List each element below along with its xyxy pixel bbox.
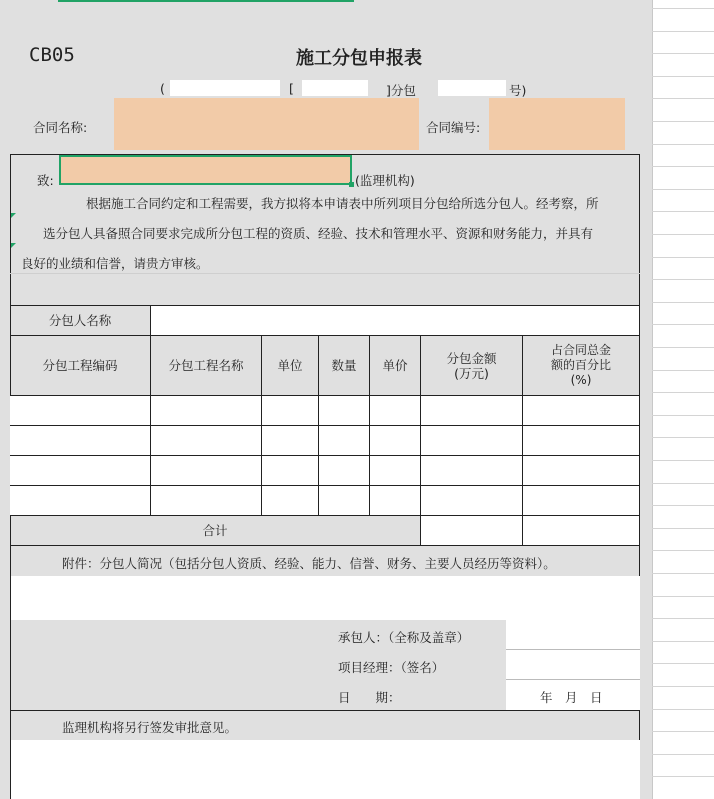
total-label: 合计 [10,516,421,546]
contract-no-field[interactable] [489,98,625,150]
gridline [652,279,714,280]
pm-label: 项目经理：（签名） [338,660,445,675]
ref-serial-field[interactable] [438,80,506,96]
gridline [652,460,714,461]
gridline [652,347,714,348]
table-cell[interactable] [10,486,151,516]
pm-field[interactable] [506,650,640,680]
table-cell[interactable] [10,456,151,486]
supervisor-opinion-area[interactable] [11,740,640,799]
gridline [652,98,714,99]
body-line-3: 良好的业绩和信誉，请贵方审核。 [21,256,209,271]
table-cell[interactable] [523,486,640,516]
header-name: 分包工程名称 [151,336,262,396]
ref-number-field[interactable] [302,80,368,96]
gridline [652,8,714,9]
header-amount [421,336,523,396]
gridline [652,234,714,235]
table-cell[interactable] [523,426,640,456]
header-price: 单价 [370,336,421,396]
gridline [652,324,714,325]
ref-year-field[interactable] [170,80,280,96]
gridline [652,31,714,32]
gridline [652,641,714,642]
gridline [652,437,714,438]
header-ratio [523,336,640,396]
gridline [652,144,714,145]
table-cell[interactable] [523,456,640,486]
gridline [652,257,714,258]
gridline [652,505,714,506]
ref-bracket: [ [289,81,294,96]
total-ratio-cell[interactable] [523,516,640,546]
table-cell[interactable] [151,486,262,516]
supervisor-note: 监理机构将另行签发审批意见。 [62,720,238,735]
gridline [652,550,714,551]
contractor-label: 承包人：（全称及盖章） [338,630,470,645]
gridline [652,754,714,755]
form-title: 施工分包申报表 [296,48,422,69]
header-ratio-line1: 占合同总金 [550,343,611,357]
gridline [652,618,714,619]
table-cell[interactable] [421,396,523,426]
comment-marker-icon[interactable] [11,243,16,248]
contractor-field[interactable] [506,620,640,650]
gridline [652,573,714,574]
gridline [652,686,714,687]
header-qty: 数量 [319,336,370,396]
ref-open: ( [160,81,165,96]
comment-marker-icon[interactable] [11,213,16,218]
gridline [652,370,714,371]
body-line-1: 根据施工合同约定和工程需要，我方拟将本申请表中所列项目分包给所选分包人。经考察，所 [86,196,599,211]
table-cell[interactable] [262,426,319,456]
table-cell[interactable] [370,486,421,516]
table-cell[interactable] [319,486,370,516]
header-amount-line2: (万元) [454,365,489,381]
gridline [652,76,714,77]
ref-end: 号) [509,83,527,98]
table-cell[interactable] [262,486,319,516]
table-cell[interactable] [262,456,319,486]
contract-name-field[interactable] [114,98,419,150]
fill-handle[interactable] [349,182,354,187]
gridline [652,121,714,122]
column-selection-indicator [58,0,354,2]
form-code: CB05 [29,44,75,66]
header-unit: 单位 [262,336,319,396]
header-ratio-line2: 额的百分比 [550,358,611,372]
attachment-area[interactable] [11,576,640,620]
date-value: 年 月 日 [540,690,603,705]
table-cell[interactable] [151,426,262,456]
supervisor-label: (监理机构) [355,173,415,188]
gridline [652,663,714,664]
table-cell[interactable] [370,426,421,456]
gridline [652,392,714,393]
subcontractor-name-field[interactable] [151,306,640,336]
header-amount-line1: 分包金额 [446,350,497,366]
gridline [652,731,714,732]
table-cell[interactable] [370,456,421,486]
gridline [652,302,714,303]
header-code: 分包工程编码 [10,336,151,396]
recipient-field[interactable] [59,155,352,185]
gridline [652,528,714,529]
gridline [652,415,714,416]
date-field[interactable] [506,680,640,710]
gridline [652,189,714,190]
subcontractor-name-label: 分包人名称 [10,306,151,336]
table-cell[interactable] [262,396,319,426]
ref-mid: ]分包 [386,83,416,98]
table-cell[interactable] [319,426,370,456]
gridline [652,776,714,777]
contract-name-label: 合同名称: [33,120,88,135]
adjacent-columns [652,0,714,799]
gridline [652,709,714,710]
table-cell[interactable] [421,426,523,456]
table-cell[interactable] [319,396,370,426]
table-cell[interactable] [151,396,262,426]
gridline [652,596,714,597]
gridline [652,53,714,54]
to-label: 致: [37,173,54,188]
body-line-2: 选分包人具备照合同要求完成所分包工程的资质、经验、技术和管理水平、资源和财务能力，并具有 [43,226,594,241]
total-amount-cell[interactable] [421,516,523,546]
date-label: 日 期： [338,690,401,705]
table-cell[interactable] [319,456,370,486]
table-cell[interactable] [421,486,523,516]
gridline [652,166,714,167]
table-cell[interactable] [421,456,523,486]
table-cell[interactable] [370,396,421,426]
table-cell[interactable] [523,396,640,426]
gridline [652,211,714,212]
gridline [652,483,714,484]
attachment-text: 附件：分包人简况（包括分包人资质、经验、能力、信誉、财务、主要人员经历等资料）。 [62,556,556,571]
contract-no-label: 合同编号: [426,120,481,135]
table-cell[interactable] [151,456,262,486]
table-cell[interactable] [10,396,151,426]
table-cell[interactable] [10,426,151,456]
header-ratio-line3: (%) [570,373,592,387]
